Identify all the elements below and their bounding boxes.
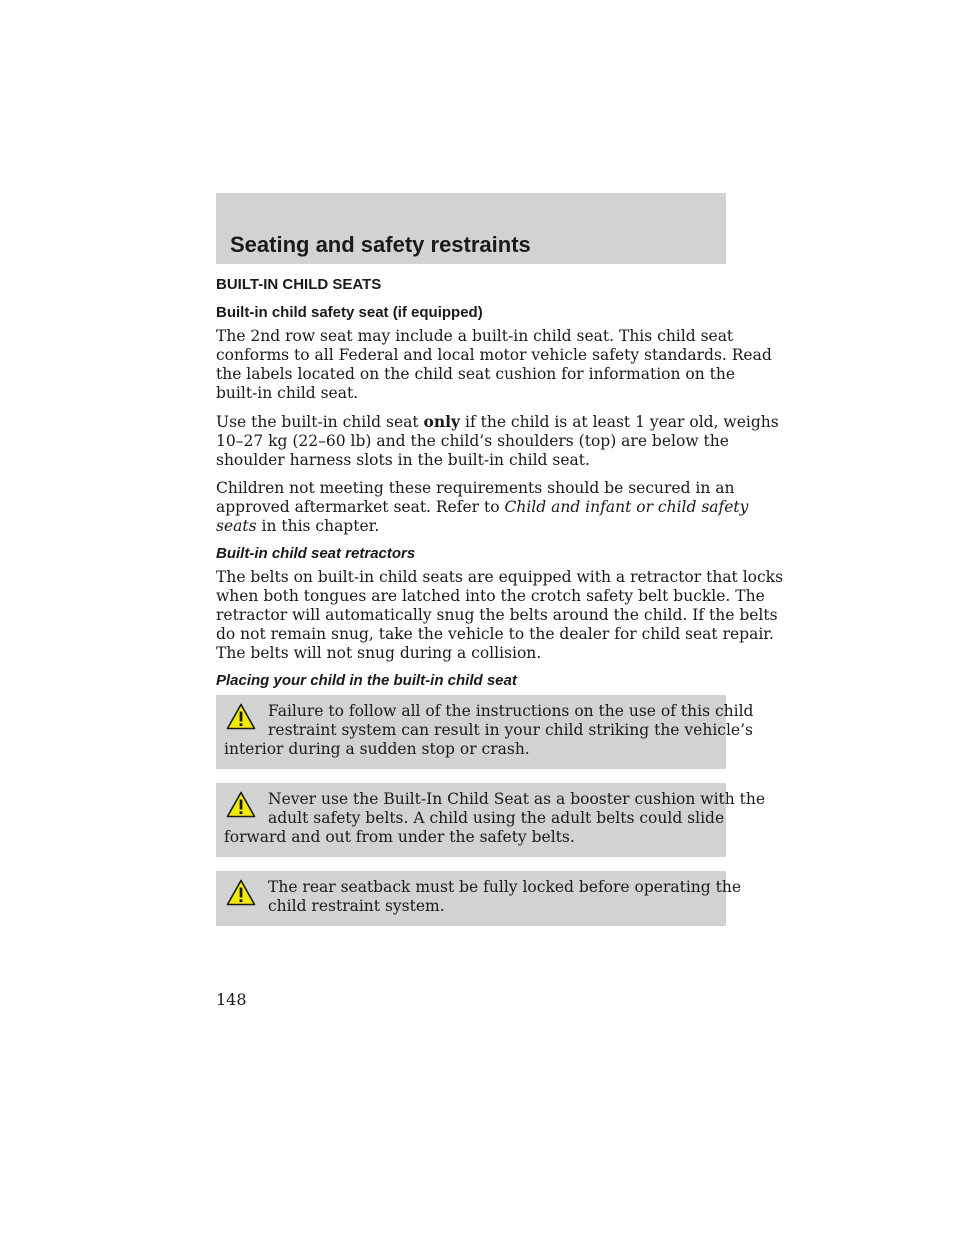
- text-line: conforms to all Federal and local motor vehicle safety standards. Read: [216, 346, 772, 364]
- text-line: the labels located on the child seat cushion for information on the: [216, 365, 736, 383]
- warning-text-line: adult safety belts. A child using the adult belts could slide: [268, 809, 725, 827]
- warning-text-line: Failure to follow all of the instructions on the use of this child: [268, 702, 754, 720]
- warning-triangle-icon: [226, 879, 256, 906]
- page-number: 148: [216, 990, 247, 1009]
- text-line: [216, 412, 779, 432]
- subheading-built-in-child-safety-seat: Built-in child safety seat (if equipped): [216, 304, 483, 321]
- text-line: retractor will automatically snug the belts around the child. If the belts: [216, 606, 778, 624]
- paragraph-retractors: [216, 568, 784, 663]
- text-line: The belts on built-in child seats are equipped with a retractor that locks: [216, 568, 784, 586]
- text-line: do not remain snug, take the vehicle to the dealer for child seat repair.: [216, 625, 774, 643]
- text-line: when both tongues are latched into the crotch safety belt buckle. The: [216, 587, 765, 605]
- warning-box: [216, 783, 766, 857]
- section-heading: BUILT-IN CHILD SEATS: [216, 276, 382, 293]
- warning-text-line: restraint system can result in your child striking the vehicle’s: [268, 721, 753, 739]
- cross-reference: seats: [216, 517, 257, 535]
- warning-box: [216, 695, 754, 769]
- warning-triangle-icon: [226, 791, 256, 818]
- subheading-retractors: Built-in child seat retractors: [216, 545, 416, 562]
- text-line: 10–27 kg (22–60 lb) and the child’s shoulders (top) are below the: [216, 432, 729, 450]
- warning-triangle-icon: [226, 703, 256, 730]
- text-fragment: in this chapter.: [256, 517, 380, 535]
- emphasis-only: only: [423, 412, 461, 431]
- text-line: [216, 517, 726, 536]
- warning-text-line: Never use the Built-In Child Seat as a booster cushion with the: [268, 790, 766, 808]
- header-band: [216, 193, 726, 264]
- text-line: [216, 498, 749, 517]
- text-line: The 2nd row seat may include a built-in child seat. This child seat: [216, 327, 734, 345]
- paragraph-aftermarket-seat: [216, 479, 749, 536]
- text-fragment: approved aftermarket seat. Refer to: [216, 498, 505, 516]
- warning-text-line: forward and out from under the safety belts.: [224, 828, 575, 846]
- paragraph-usage-requirements: [216, 412, 779, 470]
- page-section-title: Seating and safety restraints: [230, 232, 531, 257]
- text-line: The belts will not snug during a collision.: [216, 644, 542, 662]
- warning-text-line: interior during a sudden stop or crash.: [224, 740, 530, 758]
- text-fragment: if the child is at least 1 year old, weighs: [460, 413, 779, 431]
- warning-box: [216, 871, 742, 926]
- cross-reference: Child and infant or child safety: [504, 498, 749, 516]
- warning-text-line: The rear seatback must be fully locked before operating the: [268, 878, 742, 896]
- warning-text-line: child restraint system.: [268, 897, 445, 915]
- text-line: built-in child seat.: [216, 384, 359, 402]
- page-content: [216, 276, 784, 940]
- text-line: shoulder harness slots in the built-in child seat.: [216, 451, 590, 469]
- subheading-placing-child: Placing your child in the built-in child seat: [216, 672, 517, 689]
- text-line: Children not meeting these requirements should be secured in an: [216, 479, 735, 497]
- text-fragment: Use the built-in child seat: [216, 413, 424, 431]
- paragraph-intro: [216, 327, 772, 403]
